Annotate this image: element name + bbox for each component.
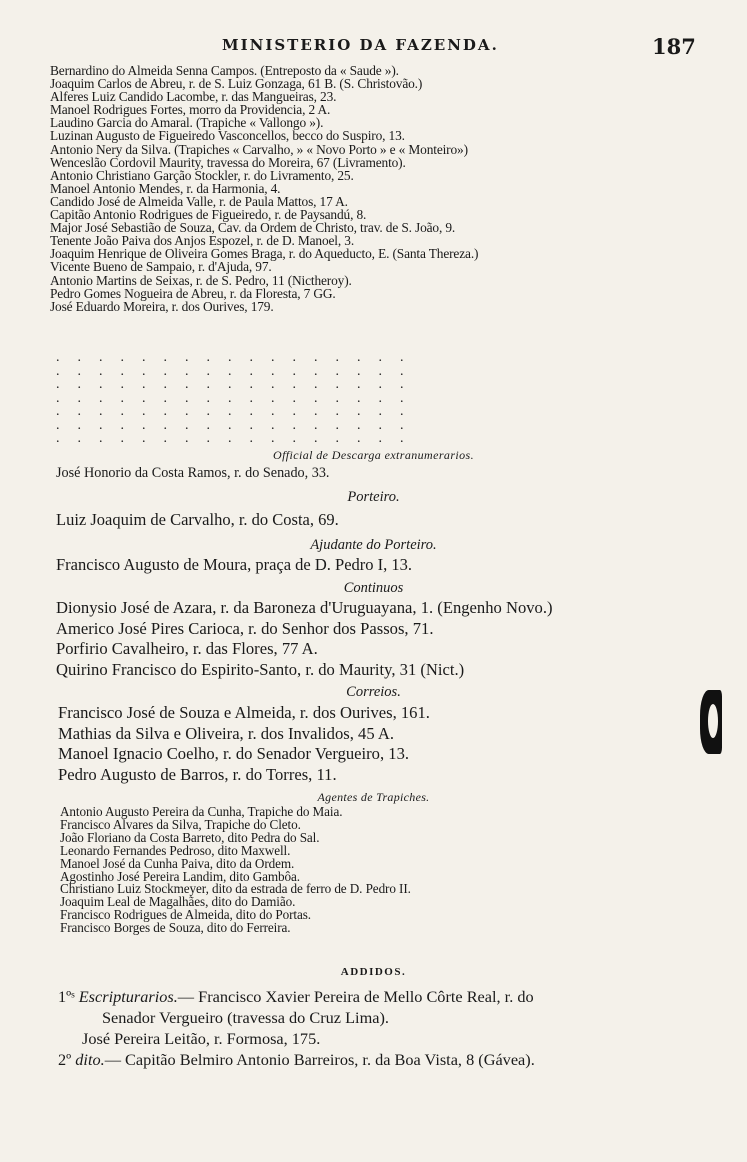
dot: . [163,431,167,446]
dot: . [142,417,146,433]
dot: . [142,363,146,379]
list-item: Francisco Alvares da Silva, Trapiche do Cleto. [60,816,301,832]
dot: . [228,350,232,365]
dot: . [206,377,210,392]
dot: . [228,390,232,406]
list-item: Manoel José da Cunha Paiva, dito da Ordem. [60,855,295,871]
dot: . [335,363,339,379]
dot: . [400,390,404,406]
dot: . [206,363,210,379]
trapiches-list [60,806,411,935]
dot: . [249,404,253,419]
section-heading-official: Official de Descarga extranumerarios. [273,448,474,462]
dotted-filler [56,351,422,446]
dot: . [335,431,339,446]
dot: . [271,377,275,392]
dot: . [56,350,60,365]
official-entry: José Honorio da Costa Ramos, r. do Senado, 33. [56,465,330,481]
dot: . [400,417,404,433]
list-item: Christiano Luiz Stockmeyer, dito da estrada de ferro de D. Pedro II. [60,881,411,897]
dot: . [77,363,81,379]
list-item: José Eduardo Moreira, r. dos Ourives, 179. [50,298,274,314]
dot: . [56,417,60,433]
list-item: Major José Sebastião de Souza, Cav. da Ordem de Christo, trav. de S. João, 9. [50,220,456,236]
dot: . [99,404,103,419]
dot: . [357,350,361,365]
list-item: Americo José Pires Carioca, r. do Senhor dos Passos, 71. [56,618,434,638]
list-item: Francisco Rodrigues de Almeida, dito do Portas. [60,907,311,923]
list-item: Pedro Augusto de Barros, r. do Torres, 11. [58,764,337,784]
dot: . [271,363,275,379]
dot: . [314,417,318,433]
dot: . [271,431,275,446]
dot: . [228,417,232,433]
dot: . [120,377,124,392]
section-heading-ajudante: Ajudante do Porteiro. [310,537,437,553]
dot: . [335,377,339,392]
dot: . [56,377,60,392]
section-heading-trapiches: Agentes de Trapiches. [317,790,430,804]
dot: . [56,404,60,419]
dot: . [228,404,232,419]
section-heading-continuos: Continuos [343,580,404,596]
dot: . [378,363,382,379]
dot: . [120,350,124,365]
dot: . [378,404,382,419]
dot: . [292,417,296,433]
dot: . [292,350,296,365]
dot: . [228,363,232,379]
dot: . [378,377,382,392]
list-item: Dionysio José de Azara, r. da Baroneza d'Uruguayana, 1. (Engenho Novo.) [56,598,553,617]
dot: . [400,404,404,419]
dot: . [378,390,382,406]
list-item: Antonio Martins de Seixas, r. de S. Pedro, 11 (Nictheroy). [50,272,352,288]
dot: . [314,377,318,392]
dot: . [357,363,361,379]
dot: . [206,417,210,433]
dot: . [163,350,167,365]
list-item: Laudino Garcia do Amaral. (Trapiche « Vallongo »). [50,115,324,131]
dot: . [142,350,146,365]
list-item: Capitão Antonio Rodrigues de Figueiredo, r. de Paysandú, 8. [50,207,367,223]
addidos-line-2: Senador Vergueiro (travessa do Cruz Lima). [102,1008,389,1027]
dot: . [357,377,361,392]
dot: . [271,417,275,433]
list-item: Joaquim Leal de Magalhães, dito do Damião. [60,894,296,910]
dot: . [99,350,103,365]
list-item: Vicente Bueno de Sampaio, r. d'Ajuda, 97. [50,259,272,275]
dot: . [56,431,60,446]
ink-blot [700,690,722,754]
dot-row [56,432,422,446]
role: dito. [75,1050,105,1069]
dot: . [99,390,103,406]
dot: . [249,377,253,392]
dot: . [314,363,318,379]
dot: . [120,363,124,379]
dot: . [292,404,296,419]
section-heading-addidos: ADDIDOS. [340,966,407,978]
addidos-list [58,986,535,1070]
porteiro-list [56,510,339,531]
dot: . [185,350,189,365]
dot-row [56,419,422,433]
list-item: Tenente João Paiva dos Anjos Espozel, r. de D. Manoel, 3. [50,233,355,249]
dot: . [400,377,404,392]
list-item: Wenceslão Cordovil Maurity, travessa do Moreira, 67 (Livramento). [50,154,406,170]
dot: . [56,363,60,379]
dot: . [314,404,318,419]
list-item: Candido José de Almeida Valle, r. de Paula Mattos, 17 A. [50,193,348,209]
dot: . [271,390,275,406]
dot: . [77,404,81,419]
name-list-top [50,64,478,313]
continuos-list [56,598,553,680]
dot: . [142,404,146,419]
dot: . [185,377,189,392]
dot: . [228,377,232,392]
dot: . [120,417,124,433]
dot: . [314,390,318,406]
dot: . [185,417,189,433]
dot: . [378,417,382,433]
dot: . [335,350,339,365]
dot: . [271,350,275,365]
dot: . [77,350,81,365]
list-item: Joaquim Henrique de Oliveira Gomes Braga, r. do Aqueducto, E. (Santa Thereza.) [50,246,479,262]
dot: . [357,431,361,446]
dot: . [185,404,189,419]
dot: . [77,377,81,392]
dot: . [249,431,253,446]
dot: . [335,390,339,406]
dot: . [163,404,167,419]
dot: . [206,390,210,406]
dot: . [292,377,296,392]
entry-text: — Capitão Belmiro Antonio Barreiros, r. da Boa Vista, 8 (Gávea). [104,1050,535,1069]
page-header [0,34,747,60]
dot: . [185,390,189,406]
dot: . [206,404,210,419]
addidos-line-1 [58,986,535,1007]
page-title: MINISTERIO DA FAZENDA. [222,36,499,54]
dot: . [120,390,124,406]
list-item: Luiz Joaquim de Carvalho, r. do Costa, 69. [56,510,339,529]
dot: . [357,404,361,419]
list-item: Antonio Augusto Pereira da Cunha, Trapiche do Maia. [60,804,343,819]
dot: . [335,417,339,433]
dot: . [314,431,318,446]
dot-row [56,405,422,419]
dot: . [378,350,382,365]
dot: . [249,350,253,365]
list-item: Francisco Borges de Souza, dito do Ferreira. [60,920,291,936]
dot: . [56,390,60,406]
dot: . [99,417,103,433]
list-item: Manoel Rodrigues Fortes, morro da Providencia, 2 A. [50,102,331,118]
dot: . [120,404,124,419]
dot: . [163,377,167,392]
entry-text: — Francisco Xavier Pereira de Mello Côrte Real, r. do [177,987,534,1006]
dot: . [249,363,253,379]
dot: . [185,363,189,379]
dot-row [56,365,422,379]
dot: . [400,350,404,365]
dot: . [163,390,167,406]
dot-row [56,378,422,392]
list-item: Quirino Francisco do Espirito-Santo, r. do Maurity, 31 (Nict.) [56,659,465,679]
dot-row [56,351,422,365]
list-item: Luzinan Augusto de Figueiredo Vasconcellos, becco do Suspiro, 13. [50,128,405,144]
list-item: Mathias da Silva e Oliveira, r. dos Invalidos, 45 A. [58,723,394,743]
dot: . [99,377,103,392]
dot: . [99,431,103,446]
list-item: Joaquim Carlos de Abreu, r. de S. Luiz Gonzaga, 61 B. (S. Christovão.) [50,76,423,92]
dot: . [292,431,296,446]
list-item: Bernardino do Almeida Senna Campos. (Entreposto da « Saude »). [50,63,399,78]
list-item: Francisco Augusto de Moura, praça de D. Pedro I, 13. [56,555,413,574]
dot: . [77,417,81,433]
list-item: Francisco José de Souza e Almeida, r. dos Ourives, 161. [58,703,430,722]
dot-row [56,392,422,406]
list-item: Manoel Antonio Mendes, r. da Harmonia, 4. [50,180,281,196]
dot: . [185,431,189,446]
list-item: João Floriano da Costa Barreto, dito Pedra do Sal. [60,829,320,845]
dot: . [142,431,146,446]
dot: . [378,431,382,446]
dot: . [249,417,253,433]
list-item: Manoel Ignacio Coelho, r. do Senador Vergueiro, 13. [58,744,410,763]
list-item: Antonio Nery da Silva. (Trapiches « Carvalho, » « Novo Porto » e « Monteiro») [50,141,468,157]
dot: . [335,404,339,419]
dot: . [120,431,124,446]
ordinal: 2º [58,1050,72,1069]
addidos-line-3: José Pereira Leitão, r. Formosa, 175. [82,1029,321,1048]
role: Escripturarios. [78,987,178,1006]
dot: . [228,431,232,446]
dot: . [271,404,275,419]
dot: . [292,390,296,406]
addidos-line-4 [58,1049,535,1070]
dot: . [77,390,81,406]
list-item: Antonio Christiano Garção Stockler, r. do Livramento, 25. [50,167,354,183]
dot: . [142,390,146,406]
correios-list [58,703,430,785]
list-item: Leonardo Fernandes Pedroso, dito Maxwell. [60,842,291,858]
page-number: 187 [652,34,696,59]
dot: . [206,431,210,446]
ordinal: 1ºˢ [58,987,75,1006]
dot: . [292,363,296,379]
dot: . [314,350,318,365]
dot: . [206,350,210,365]
dot: . [99,363,103,379]
dot: . [163,417,167,433]
list-item: Agostinho José Pereira Landim, dito Gambôa. [60,868,300,884]
section-heading-porteiro: Porteiro. [347,489,400,505]
section-heading-correios: Correios. [346,684,401,700]
list-item: Alferes Luiz Candido Lacombe, r. das Mangueiras, 23. [50,89,337,105]
dot: . [357,417,361,433]
dot: . [142,377,146,392]
ajudante-list [56,555,412,576]
dot: . [400,363,404,379]
list-item: Porfirio Cavalheiro, r. das Flores, 77 A. [56,639,318,658]
dot: . [249,390,253,406]
list-item: Pedro Gomes Nogueira de Abreu, r. da Floresta, 7 GG. [50,285,336,301]
dot: . [400,431,404,446]
dot: . [77,431,81,446]
dot: . [357,390,361,406]
dot: . [163,363,167,379]
